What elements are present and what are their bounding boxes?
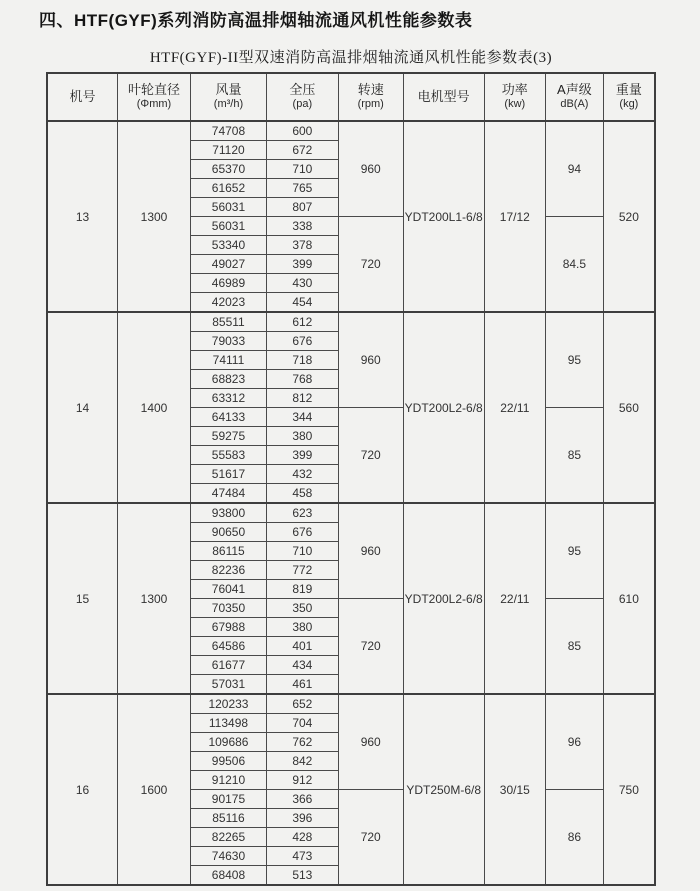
col-header-label: 全压	[289, 82, 316, 97]
cell-noise-level: 95	[546, 503, 604, 599]
cell-speed: 720	[338, 599, 403, 695]
cell-model-no: 16	[47, 694, 118, 885]
cell-airflow: 64586	[190, 637, 266, 656]
col-header-unit: (kw)	[504, 98, 526, 111]
cell-total-pressure: 458	[266, 484, 338, 504]
cell-weight: 610	[603, 503, 655, 694]
cell-impeller-diameter: 1300	[118, 121, 191, 312]
cell-total-pressure: 600	[266, 121, 338, 141]
cell-airflow: 99506	[190, 752, 266, 771]
cell-airflow: 61677	[190, 656, 266, 675]
cell-airflow: 74630	[190, 847, 266, 866]
cell-airflow: 64133	[190, 408, 266, 427]
cell-weight: 560	[603, 312, 655, 503]
cell-weight: 750	[603, 694, 655, 885]
cell-total-pressure: 710	[266, 542, 338, 561]
cell-total-pressure: 765	[266, 179, 338, 198]
cell-airflow: 86115	[190, 542, 266, 561]
cell-total-pressure: 434	[266, 656, 338, 675]
table-header	[47, 73, 655, 121]
cell-total-pressure: 768	[266, 370, 338, 389]
cell-model-no: 14	[47, 312, 118, 503]
cell-speed: 960	[338, 312, 403, 408]
table-row	[47, 694, 655, 714]
cell-total-pressure: 396	[266, 809, 338, 828]
col-header-speed	[338, 73, 403, 121]
cell-total-pressure: 461	[266, 675, 338, 695]
cell-total-pressure: 762	[266, 733, 338, 752]
cell-speed: 720	[338, 790, 403, 886]
col-header-label: 机号	[69, 88, 96, 104]
cell-total-pressure: 432	[266, 465, 338, 484]
col-header-weight	[603, 73, 655, 121]
cell-airflow: 120233	[190, 694, 266, 714]
cell-total-pressure: 454	[266, 293, 338, 313]
cell-total-pressure: 338	[266, 217, 338, 236]
cell-total-pressure: 612	[266, 312, 338, 332]
cell-airflow: 55583	[190, 446, 266, 465]
col-header-airflow	[190, 73, 266, 121]
col-header-label: 叶轮直径	[127, 82, 180, 97]
cell-total-pressure: 473	[266, 847, 338, 866]
col-header-impeller-diameter	[118, 73, 191, 121]
cell-total-pressure: 652	[266, 694, 338, 714]
col-header-label: 风量	[215, 82, 242, 97]
table-row	[47, 121, 655, 141]
col-header-noise-level	[546, 73, 604, 121]
cell-model-no: 13	[47, 121, 118, 312]
cell-total-pressure: 812	[266, 389, 338, 408]
col-header-total-pressure	[266, 73, 338, 121]
cell-total-pressure: 807	[266, 198, 338, 217]
cell-total-pressure: 672	[266, 141, 338, 160]
cell-airflow: 91210	[190, 771, 266, 790]
cell-total-pressure: 399	[266, 446, 338, 465]
cell-motor-model: YDT200L2-6/8	[403, 312, 484, 503]
cell-airflow: 61652	[190, 179, 266, 198]
col-header-label: A声级	[557, 82, 592, 97]
col-header-power	[484, 73, 545, 121]
cell-airflow: 68823	[190, 370, 266, 389]
cell-airflow: 71120	[190, 141, 266, 160]
cell-noise-level: 85	[546, 408, 604, 504]
table-caption: HTF(GYF)-II型双速消防高温排烟轴流通风机性能参数表(3)	[149, 50, 553, 66]
cell-airflow: 76041	[190, 580, 266, 599]
cell-total-pressure: 350	[266, 599, 338, 618]
cell-airflow: 42023	[190, 293, 266, 313]
col-header-unit: (pa)	[292, 98, 313, 111]
cell-total-pressure: 428	[266, 828, 338, 847]
fan-performance-table	[46, 72, 656, 886]
table-body	[47, 121, 655, 885]
cell-airflow: 74708	[190, 121, 266, 141]
cell-total-pressure: 401	[266, 637, 338, 656]
cell-total-pressure: 623	[266, 503, 338, 523]
col-header-label: 电机型号	[417, 88, 470, 104]
cell-airflow: 82236	[190, 561, 266, 580]
cell-total-pressure: 344	[266, 408, 338, 427]
cell-noise-level: 96	[546, 694, 604, 790]
cell-airflow: 56031	[190, 198, 266, 217]
cell-total-pressure: 819	[266, 580, 338, 599]
cell-airflow: 90175	[190, 790, 266, 809]
cell-weight: 520	[603, 121, 655, 312]
cell-noise-level: 94	[546, 121, 604, 217]
cell-total-pressure: 676	[266, 523, 338, 542]
cell-airflow: 47484	[190, 484, 266, 504]
page-title: 四、HTF(GYF)系列消防高温排烟轴流通风机性能参数表	[39, 11, 473, 30]
cell-airflow: 109686	[190, 733, 266, 752]
cell-motor-model: YDT250M-6/8	[403, 694, 484, 885]
cell-total-pressure: 380	[266, 618, 338, 637]
cell-model-no: 15	[47, 503, 118, 694]
cell-airflow: 56031	[190, 217, 266, 236]
cell-airflow: 51617	[190, 465, 266, 484]
cell-total-pressure: 676	[266, 332, 338, 351]
cell-motor-model: YDT200L2-6/8	[403, 503, 484, 694]
col-header-unit: (rpm)	[357, 98, 384, 111]
cell-airflow: 53340	[190, 236, 266, 255]
cell-total-pressure: 842	[266, 752, 338, 771]
cell-total-pressure: 430	[266, 274, 338, 293]
cell-total-pressure: 710	[266, 160, 338, 179]
cell-airflow: 85511	[190, 312, 266, 332]
cell-airflow: 63312	[190, 389, 266, 408]
cell-speed: 960	[338, 503, 403, 599]
cell-noise-level: 95	[546, 312, 604, 408]
cell-airflow: 65370	[190, 160, 266, 179]
cell-airflow: 57031	[190, 675, 266, 695]
col-header-unit: dB(A)	[560, 98, 589, 111]
header-row	[47, 73, 655, 121]
cell-total-pressure: 718	[266, 351, 338, 370]
cell-airflow: 67988	[190, 618, 266, 637]
col-header-unit: (kg)	[619, 98, 639, 111]
cell-power: 30/15	[484, 694, 545, 885]
cell-total-pressure: 772	[266, 561, 338, 580]
cell-power: 22/11	[484, 312, 545, 503]
cell-impeller-diameter: 1600	[118, 694, 191, 885]
col-header-unit: (m³/h)	[213, 98, 244, 111]
cell-power: 22/11	[484, 503, 545, 694]
cell-airflow: 82265	[190, 828, 266, 847]
cell-airflow: 93800	[190, 503, 266, 523]
cell-airflow: 90650	[190, 523, 266, 542]
cell-airflow: 70350	[190, 599, 266, 618]
cell-total-pressure: 912	[266, 771, 338, 790]
cell-total-pressure: 513	[266, 866, 338, 886]
cell-airflow: 79033	[190, 332, 266, 351]
table-row	[47, 312, 655, 332]
cell-airflow: 46989	[190, 274, 266, 293]
cell-speed: 720	[338, 217, 403, 313]
cell-speed: 720	[338, 408, 403, 504]
cell-impeller-diameter: 1400	[118, 312, 191, 503]
col-header-unit: (Φmm)	[136, 98, 172, 111]
cell-speed: 960	[338, 694, 403, 790]
cell-noise-level: 86	[546, 790, 604, 886]
table-row	[47, 503, 655, 523]
cell-total-pressure: 704	[266, 714, 338, 733]
cell-total-pressure: 378	[266, 236, 338, 255]
cell-airflow: 49027	[190, 255, 266, 274]
cell-airflow: 113498	[190, 714, 266, 733]
col-header-label: 重量	[615, 82, 642, 97]
cell-total-pressure: 380	[266, 427, 338, 446]
cell-motor-model: YDT200L1-6/8	[403, 121, 484, 312]
cell-total-pressure: 399	[266, 255, 338, 274]
cell-power: 17/12	[484, 121, 545, 312]
cell-airflow: 59275	[190, 427, 266, 446]
cell-noise-level: 85	[546, 599, 604, 695]
col-header-model-no	[47, 73, 118, 121]
cell-airflow: 85116	[190, 809, 266, 828]
col-header-motor-model	[403, 73, 484, 121]
cell-total-pressure: 366	[266, 790, 338, 809]
col-header-label: 转速	[357, 82, 384, 97]
col-header-label: 功率	[501, 82, 528, 97]
cell-airflow: 68408	[190, 866, 266, 886]
cell-speed: 960	[338, 121, 403, 217]
cell-impeller-diameter: 1300	[118, 503, 191, 694]
cell-airflow: 74111	[190, 351, 266, 370]
cell-noise-level: 84.5	[546, 217, 604, 313]
